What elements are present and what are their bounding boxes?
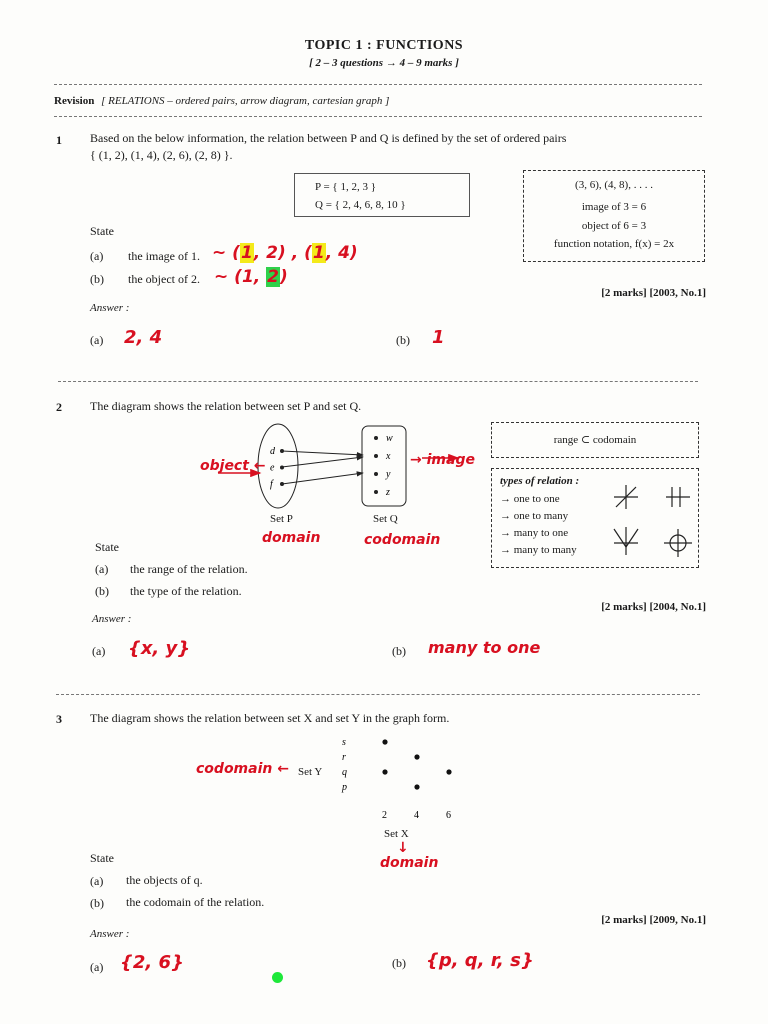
divider — [54, 116, 702, 117]
relation-type-sketches — [610, 483, 694, 565]
y-tick-label: r — [342, 752, 346, 763]
y-tick-label: s — [342, 737, 346, 748]
set-y-label: Set Y — [298, 766, 323, 778]
answer-b-label: (b) — [392, 956, 406, 970]
set-q-element-dot — [374, 454, 378, 458]
answer-b-label: (b) — [392, 644, 406, 658]
divider — [54, 84, 702, 85]
graph-point — [382, 739, 387, 744]
notes-box — [523, 170, 705, 262]
set-p-element-dot — [280, 482, 284, 486]
answer-label: Answer : — [90, 928, 130, 940]
part-b-label: (b) — [95, 584, 109, 598]
handwritten-codomain: codomain ← — [196, 761, 289, 777]
state-label: State — [95, 540, 119, 554]
question-text: The diagram shows the relation between set P and set Q. — [90, 399, 362, 413]
relation-types-box — [491, 468, 699, 568]
answer-a-value: 2, 4 — [124, 327, 163, 348]
answer-a-value: {x, y} — [128, 638, 191, 659]
relation-type: → many to one — [500, 527, 569, 539]
part-b-text: the codomain of the relation. — [126, 895, 265, 909]
answer-a-label: (a) — [92, 644, 106, 658]
page-title: TOPIC 1 : FUNCTIONS — [304, 38, 464, 53]
page-subtitle: [ 2 – 3 questions → 4 – 9 marks ] — [309, 57, 459, 69]
note-line: function notation, f(x) = 2x — [553, 238, 675, 250]
set-q-element-label: x — [386, 451, 391, 462]
marks-label: [2 marks] [2004, No.1] — [601, 601, 706, 613]
y-tick-label: q — [342, 767, 347, 778]
set-q-element-label: w — [386, 433, 393, 444]
part-b-label: (b) — [90, 896, 104, 910]
answer-a-label: (a) — [90, 333, 104, 347]
part-a-label: (a) — [90, 249, 104, 263]
question-text: Based on the below information, the relation between P and Q is defined by the set of ordered pairs — [90, 131, 567, 145]
set-q-element-dot — [374, 436, 378, 440]
green-dot — [272, 972, 283, 983]
question-text-pairs: { (1, 2), (1, 4), (2, 6), (2, 8) }. — [90, 148, 233, 162]
set-q-element-label: y — [386, 469, 391, 480]
relation-type: → one to many — [500, 510, 569, 522]
part-a-label: (a) — [95, 562, 109, 576]
types-title: types of relation : — [500, 475, 580, 487]
set-q-label: Set Q — [373, 513, 398, 525]
relation-type: → many to many — [500, 544, 577, 556]
answer-a-value: {2, 6} — [120, 952, 184, 973]
y-tick-label: p — [342, 782, 347, 793]
handwritten-image: → image — [410, 452, 475, 468]
x-tick-label: 6 — [446, 810, 451, 821]
graph-point — [414, 784, 419, 789]
handwritten-domain: domain — [380, 855, 439, 871]
set-p-element-label: e — [270, 462, 275, 474]
set-p-element-label: d — [270, 446, 275, 457]
graph-point — [414, 754, 419, 759]
marks-label: [2 marks] [2003, No.1] — [601, 287, 706, 299]
revision-label: Revision — [54, 95, 95, 107]
set-x-label: Set X — [384, 828, 409, 840]
divider — [58, 381, 698, 382]
handwritten-arrow: ↓ — [397, 840, 409, 856]
set-p-label: Set P — [270, 513, 293, 525]
revision-heading — [54, 95, 389, 107]
question-number: 2 — [56, 400, 62, 414]
question-number: 3 — [56, 712, 62, 726]
state-label: State — [90, 224, 114, 238]
handwritten-object: object ← — [200, 458, 266, 474]
handwritten-note-a: ~ (1, 2) , (1, 4) — [212, 243, 358, 263]
answer-b-label: (b) — [396, 333, 410, 347]
part-a-label: (a) — [90, 874, 104, 888]
part-b-text: the object of 2. — [128, 272, 200, 286]
answer-a-label: (a) — [90, 960, 104, 974]
x-tick-label: 4 — [414, 810, 419, 821]
set-p-element-dot — [280, 466, 284, 470]
part-b-label: (b) — [90, 272, 104, 286]
answer-b-value: many to one — [428, 638, 541, 657]
part-b-text: the type of the relation. — [130, 584, 242, 598]
revision-text: [ RELATIONS – ordered pairs, arrow diagram, cartesian graph ] — [101, 95, 390, 107]
answer-b-value: {p, q, r, s} — [426, 950, 534, 971]
answer-label: Answer : — [92, 613, 132, 625]
set-q-element-dot — [374, 490, 378, 494]
set-q-element-label: z — [386, 487, 390, 498]
set-q-definition: Q = { 2, 4, 6, 8, 10 } — [315, 199, 406, 211]
marks-label: [2 marks] [2009, No.1] — [601, 914, 706, 926]
set-q-element-dot — [374, 472, 378, 476]
divider — [56, 694, 700, 695]
part-a-text: the image of 1. — [128, 249, 200, 263]
set-p-element-label: f — [270, 479, 273, 490]
set-p-definition: P = { 1, 2, 3 } — [315, 181, 376, 193]
set-p-element-dot — [280, 449, 284, 453]
range-note: range ⊂ codomain — [553, 434, 637, 446]
cartesian-graph — [330, 732, 470, 822]
answer-label: Answer : — [90, 302, 130, 314]
set-definition-box — [294, 173, 470, 217]
set-q-box — [362, 426, 406, 506]
question-number: 1 — [56, 133, 62, 147]
handwritten-codomain: codomain — [364, 532, 441, 548]
note-line: object of 6 = 3 — [581, 220, 647, 232]
part-a-text: the range of the relation. — [130, 562, 248, 576]
note-line: image of 3 = 6 — [581, 201, 647, 213]
question-text: The diagram shows the relation between set X and set Y in the graph form. — [90, 711, 450, 725]
handwritten-domain: domain — [262, 530, 321, 546]
graph-point — [382, 769, 387, 774]
graph-point — [446, 769, 451, 774]
answer-b-value: 1 — [432, 327, 445, 348]
part-a-text: the objects of q. — [126, 873, 203, 887]
handwritten-note-b: ~ (1, 2) — [214, 267, 288, 287]
note-line: (3, 6), (4, 8), . . . . — [575, 179, 653, 191]
state-label: State — [90, 851, 114, 865]
x-tick-label: 2 — [382, 810, 387, 821]
relation-type: → one to one — [500, 493, 560, 505]
range-note-box — [491, 422, 699, 458]
